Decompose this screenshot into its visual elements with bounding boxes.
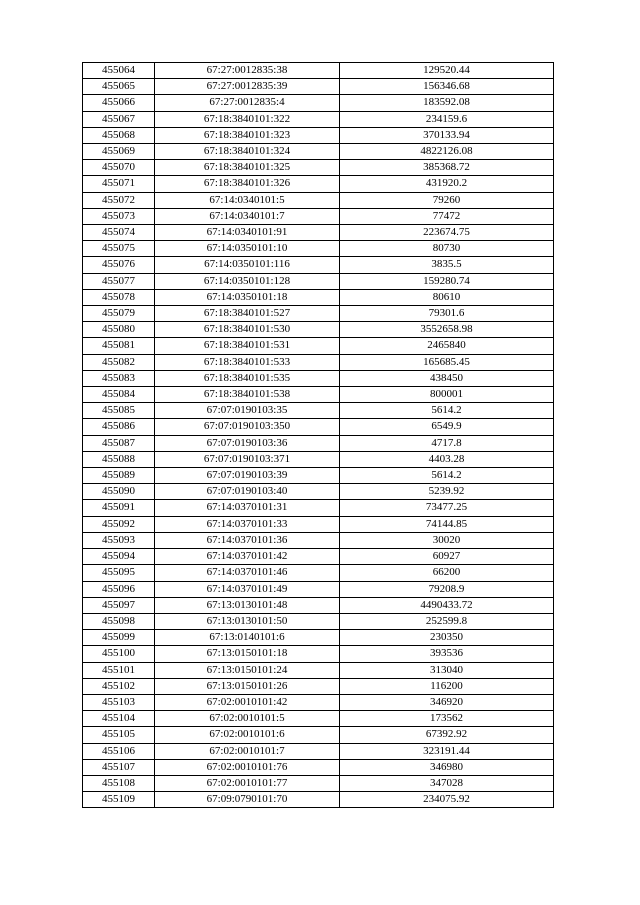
cadastral-value-cell: 5614.2 — [340, 403, 554, 419]
cadastral-number-cell: 67:18:3840101:531 — [155, 338, 340, 354]
table-row — [83, 370, 554, 386]
cadastral-value-cell: 323191.44 — [340, 743, 554, 759]
cadastral-value-cell: 5239.92 — [340, 484, 554, 500]
cadastral-value-cell: 2465840 — [340, 338, 554, 354]
table-row — [83, 127, 554, 143]
cadastral-number-cell: 67:02:0010101:76 — [155, 759, 340, 775]
cadastral-number-cell: 67:18:3840101:530 — [155, 322, 340, 338]
cadastral-value-cell: 116200 — [340, 678, 554, 694]
cadastral-value-cell: 79208.9 — [340, 581, 554, 597]
row-number-cell: 455082 — [83, 354, 155, 370]
cadastral-number-cell: 67:02:0010101:6 — [155, 727, 340, 743]
cadastral-number-cell: 67:18:3840101:323 — [155, 127, 340, 143]
table-row — [83, 451, 554, 467]
row-number-cell: 455106 — [83, 743, 155, 759]
row-number-cell: 455064 — [83, 63, 155, 79]
cadastral-number-cell: 67:18:3840101:538 — [155, 387, 340, 403]
cadastral-number-cell: 67:14:0370101:42 — [155, 549, 340, 565]
row-number-cell: 455084 — [83, 387, 155, 403]
cadastral-number-cell: 67:13:0130101:48 — [155, 597, 340, 613]
cadastral-number-cell: 67:27:0012835:4 — [155, 95, 340, 111]
cadastral-value-cell: 800001 — [340, 387, 554, 403]
table-row — [83, 468, 554, 484]
cadastral-value-cell: 129520.44 — [340, 63, 554, 79]
row-number-cell: 455086 — [83, 419, 155, 435]
cadastral-value-cell: 234075.92 — [340, 792, 554, 808]
cadastral-number-cell: 67:02:0010101:42 — [155, 694, 340, 710]
row-number-cell: 455101 — [83, 662, 155, 678]
cadastral-value-cell: 165685.45 — [340, 354, 554, 370]
row-number-cell: 455072 — [83, 192, 155, 208]
table-row — [83, 516, 554, 532]
cadastral-value-cell: 230350 — [340, 630, 554, 646]
table-row — [83, 678, 554, 694]
row-number-cell: 455098 — [83, 613, 155, 629]
table-row — [83, 419, 554, 435]
row-number-cell: 455087 — [83, 435, 155, 451]
table-row — [83, 241, 554, 257]
cadastral-number-cell: 67:07:0190103:371 — [155, 451, 340, 467]
row-number-cell: 455089 — [83, 468, 155, 484]
table-row — [83, 759, 554, 775]
row-number-cell: 455103 — [83, 694, 155, 710]
table-row — [83, 338, 554, 354]
cadastral-value-cell: 60927 — [340, 549, 554, 565]
table-row — [83, 630, 554, 646]
cadastral-number-cell: 67:18:3840101:322 — [155, 111, 340, 127]
cadastral-number-cell: 67:07:0190103:36 — [155, 435, 340, 451]
row-number-cell: 455070 — [83, 160, 155, 176]
cadastral-value-cell: 156346.68 — [340, 79, 554, 95]
row-number-cell: 455099 — [83, 630, 155, 646]
row-number-cell: 455066 — [83, 95, 155, 111]
cadastral-value-cell: 346920 — [340, 694, 554, 710]
cadastral-number-cell: 67:18:3840101:527 — [155, 306, 340, 322]
cadastral-value-cell: 6549.9 — [340, 419, 554, 435]
table-row — [83, 63, 554, 79]
row-number-cell: 455095 — [83, 565, 155, 581]
cadastral-value-cell: 4717.8 — [340, 435, 554, 451]
cadastral-value-cell: 234159.6 — [340, 111, 554, 127]
table-row — [83, 111, 554, 127]
cadastral-value-cell: 79301.6 — [340, 306, 554, 322]
cadastral-number-cell: 67:02:0010101:77 — [155, 775, 340, 791]
cadastral-number-cell: 67:14:0370101:49 — [155, 581, 340, 597]
row-number-cell: 455065 — [83, 79, 155, 95]
table-row — [83, 192, 554, 208]
table-row — [83, 597, 554, 613]
table-row — [83, 387, 554, 403]
cadastral-number-cell: 67:13:0130101:50 — [155, 613, 340, 629]
row-number-cell: 455083 — [83, 370, 155, 386]
cadastral-number-cell: 67:14:0340101:5 — [155, 192, 340, 208]
cadastral-value-cell: 4403.28 — [340, 451, 554, 467]
table-row — [83, 565, 554, 581]
cadastral-value-cell: 3835.5 — [340, 257, 554, 273]
table-row — [83, 549, 554, 565]
row-number-cell: 455104 — [83, 711, 155, 727]
cadastral-number-cell: 67:18:3840101:324 — [155, 144, 340, 160]
row-number-cell: 455085 — [83, 403, 155, 419]
cadastral-number-cell: 67:14:0350101:128 — [155, 273, 340, 289]
cadastral-value-cell: 66200 — [340, 565, 554, 581]
cadastral-value-cell: 370133.94 — [340, 127, 554, 143]
cadastral-value-table — [82, 62, 554, 808]
table-row — [83, 79, 554, 95]
row-number-cell: 455096 — [83, 581, 155, 597]
row-number-cell: 455091 — [83, 500, 155, 516]
table-row — [83, 613, 554, 629]
row-number-cell: 455077 — [83, 273, 155, 289]
cadastral-number-cell: 67:14:0350101:116 — [155, 257, 340, 273]
row-number-cell: 455100 — [83, 646, 155, 662]
cadastral-number-cell: 67:14:0370101:33 — [155, 516, 340, 532]
cadastral-value-cell: 252599.8 — [340, 613, 554, 629]
cadastral-value-cell: 183592.08 — [340, 95, 554, 111]
table-row — [83, 532, 554, 548]
cadastral-value-cell: 3552658.98 — [340, 322, 554, 338]
cadastral-number-cell: 67:14:0370101:36 — [155, 532, 340, 548]
row-number-cell: 455068 — [83, 127, 155, 143]
table-row — [83, 662, 554, 678]
table-row — [83, 711, 554, 727]
cadastral-value-cell: 4822126.08 — [340, 144, 554, 160]
table-row — [83, 354, 554, 370]
table-row — [83, 273, 554, 289]
row-number-cell: 455075 — [83, 241, 155, 257]
cadastral-value-cell: 5614.2 — [340, 468, 554, 484]
row-number-cell: 455107 — [83, 759, 155, 775]
cadastral-number-cell: 67:13:0140101:6 — [155, 630, 340, 646]
table-row — [83, 144, 554, 160]
cadastral-value-cell: 438450 — [340, 370, 554, 386]
table-row — [83, 95, 554, 111]
row-number-cell: 455071 — [83, 176, 155, 192]
cadastral-number-cell: 67:07:0190103:40 — [155, 484, 340, 500]
cadastral-value-cell: 67392.92 — [340, 727, 554, 743]
cadastral-value-cell: 159280.74 — [340, 273, 554, 289]
cadastral-value-cell: 393536 — [340, 646, 554, 662]
table-row — [83, 743, 554, 759]
cadastral-number-cell: 67:18:3840101:325 — [155, 160, 340, 176]
cadastral-number-cell: 67:18:3840101:533 — [155, 354, 340, 370]
cadastral-number-cell: 67:13:0150101:18 — [155, 646, 340, 662]
table-row — [83, 257, 554, 273]
row-number-cell: 455090 — [83, 484, 155, 500]
row-number-cell: 455102 — [83, 678, 155, 694]
row-number-cell: 455073 — [83, 208, 155, 224]
row-number-cell: 455079 — [83, 306, 155, 322]
table-row — [83, 225, 554, 241]
cadastral-value-cell: 4490433.72 — [340, 597, 554, 613]
cadastral-value-cell: 223674.75 — [340, 225, 554, 241]
cadastral-value-cell: 313040 — [340, 662, 554, 678]
cadastral-number-cell: 67:14:0350101:18 — [155, 289, 340, 305]
cadastral-value-cell: 77472 — [340, 208, 554, 224]
table-row — [83, 500, 554, 516]
row-number-cell: 455094 — [83, 549, 155, 565]
table-row — [83, 435, 554, 451]
cadastral-value-cell: 73477.25 — [340, 500, 554, 516]
table-row — [83, 403, 554, 419]
table-row — [83, 581, 554, 597]
table-row — [83, 322, 554, 338]
cadastral-value-cell: 346980 — [340, 759, 554, 775]
row-number-cell: 455078 — [83, 289, 155, 305]
table-body — [83, 63, 554, 808]
cadastral-number-cell: 67:14:0340101:91 — [155, 225, 340, 241]
cadastral-value-cell: 80610 — [340, 289, 554, 305]
row-number-cell: 455069 — [83, 144, 155, 160]
row-number-cell: 455074 — [83, 225, 155, 241]
table-row — [83, 792, 554, 808]
cadastral-number-cell: 67:02:0010101:7 — [155, 743, 340, 759]
row-number-cell: 455092 — [83, 516, 155, 532]
cadastral-number-cell: 67:02:0010101:5 — [155, 711, 340, 727]
row-number-cell: 455076 — [83, 257, 155, 273]
cadastral-number-cell: 67:18:3840101:326 — [155, 176, 340, 192]
cadastral-number-cell: 67:27:0012835:38 — [155, 63, 340, 79]
table-row — [83, 208, 554, 224]
cadastral-number-cell: 67:13:0150101:24 — [155, 662, 340, 678]
cadastral-value-cell: 80730 — [340, 241, 554, 257]
row-number-cell: 455108 — [83, 775, 155, 791]
row-number-cell: 455109 — [83, 792, 155, 808]
cadastral-value-cell: 431920.2 — [340, 176, 554, 192]
row-number-cell: 455097 — [83, 597, 155, 613]
table-row — [83, 484, 554, 500]
table-row — [83, 306, 554, 322]
row-number-cell: 455067 — [83, 111, 155, 127]
cadastral-number-cell: 67:07:0190103:39 — [155, 468, 340, 484]
row-number-cell: 455088 — [83, 451, 155, 467]
cadastral-value-cell: 30020 — [340, 532, 554, 548]
table-row — [83, 694, 554, 710]
table-row — [83, 646, 554, 662]
cadastral-number-cell: 67:14:0340101:7 — [155, 208, 340, 224]
table-row — [83, 775, 554, 791]
cadastral-value-cell: 173562 — [340, 711, 554, 727]
cadastral-number-cell: 67:14:0370101:46 — [155, 565, 340, 581]
table-row — [83, 727, 554, 743]
cadastral-value-cell: 79260 — [340, 192, 554, 208]
cadastral-value-cell: 74144.85 — [340, 516, 554, 532]
table-row — [83, 176, 554, 192]
cadastral-number-cell: 67:14:0350101:10 — [155, 241, 340, 257]
table-row — [83, 289, 554, 305]
row-number-cell: 455080 — [83, 322, 155, 338]
cadastral-value-cell: 385368.72 — [340, 160, 554, 176]
cadastral-number-cell: 67:07:0190103:35 — [155, 403, 340, 419]
cadastral-number-cell: 67:07:0190103:350 — [155, 419, 340, 435]
cadastral-number-cell: 67:27:0012835:39 — [155, 79, 340, 95]
row-number-cell: 455081 — [83, 338, 155, 354]
cadastral-number-cell: 67:13:0150101:26 — [155, 678, 340, 694]
row-number-cell: 455093 — [83, 532, 155, 548]
row-number-cell: 455105 — [83, 727, 155, 743]
table-row — [83, 160, 554, 176]
cadastral-number-cell: 67:14:0370101:31 — [155, 500, 340, 516]
cadastral-number-cell: 67:09:0790101:70 — [155, 792, 340, 808]
cadastral-number-cell: 67:18:3840101:535 — [155, 370, 340, 386]
cadastral-value-cell: 347028 — [340, 775, 554, 791]
